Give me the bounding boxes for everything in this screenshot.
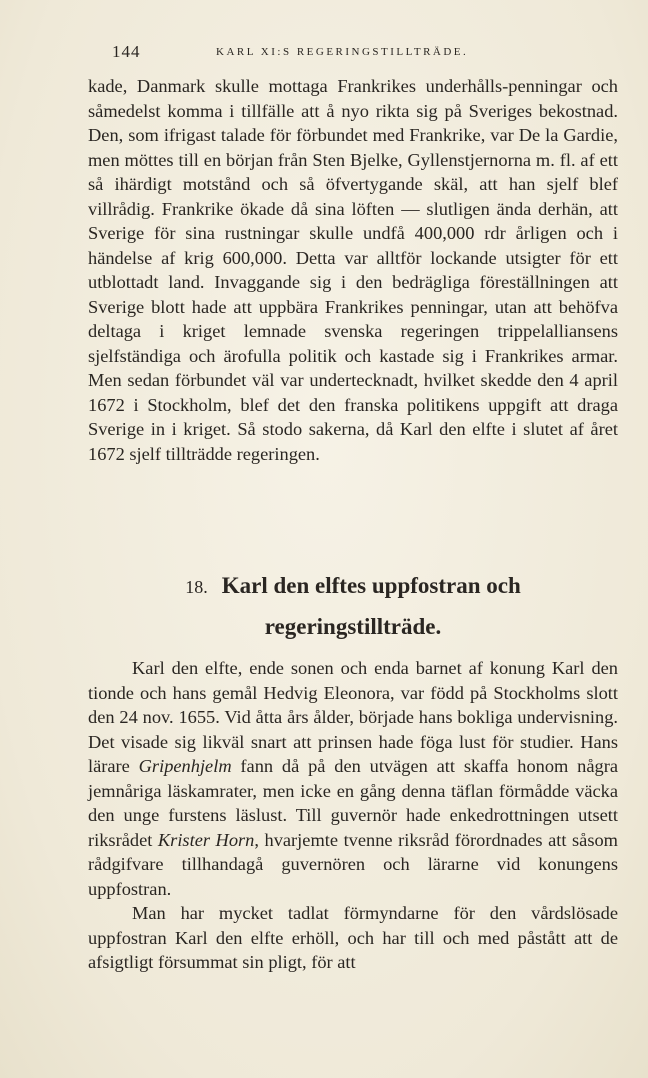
body-text-continuation <box>88 74 618 466</box>
page-header <box>112 42 552 64</box>
paragraph <box>88 656 618 901</box>
page-number: 144 <box>112 42 141 61</box>
text-run: fann då på den utvägen att skaffa honom några jemnåriga läskamrater, men icke en gång denna täflan förmådde väcka den unge furstens läslust. Till guvernör hade enkedrottningen utsett riksrådet <box>88 756 618 850</box>
paragraph: Man har mycket tadlat förmyndarne för den vårdslösade uppfostran Karl den elfte erhöll, och har till och med påstått att de afsigtligt försummat sin pligt, för att <box>88 903 618 972</box>
person-name-krister-horn: Krister Horn <box>157 829 255 850</box>
section-number: 18. <box>185 577 208 597</box>
section-title-part-1: Karl den elftes uppfostran och <box>221 573 521 598</box>
section-heading-line-1 <box>88 566 618 607</box>
person-name-gripenhjelm: Gripenhjelm <box>138 756 232 776</box>
section-body-text <box>88 656 618 975</box>
text-run: Karl den elfte, ende sonen och enda barnet af konung Karl den tionde och hans gemål Hedvig Eleonora, var född på Stockholms slott den 24 nov. 1655. Vid åtta års ålder, började hans bokliga undervisning. Det visade sig likväl snart att prinsen hade föga lust för studier. Hans lärare <box>88 658 618 776</box>
section-title-part-2: regeringstillträde. <box>264 614 442 639</box>
text-run: , hvarjemte tvenne riksråd förordnades att såsom rådgifvare tillhandagå guvernören och lärarne vid konungens uppfostran. <box>88 829 618 899</box>
section-heading <box>88 566 618 647</box>
running-head: KARL XI:S REGERINGSTILLTRÄDE. <box>216 46 469 58</box>
paragraph: kade, Danmark skulle mottaga Frankrikes underhålls-penningar och såmedelst komma i tillfälle att å nyo rikta sig på Sveriges bekostnad. Den, som ifrigast talade för förbundet med Frankrike, var De la Gardie, men möttes till en början från Sten Bjelke, Gyllenstjernorna m. fl. af ett så ihärdigt motstånd och så öfvertygande skäl, att han sjelf blef villrådig. Frankrike ökade då sina löften — slutligen ända derhän, att Sverige för sina rustningar skulle undfå 400,000 rdr årligen och i händelse af krig 600,000. Detta var alltför lockande utsigter för ett utblottadt land. Invaggande sig i den bedrägliga föreställningen att Sverige blott hade att uppbära Frankrikes penningar, utan att behöfva deltaga i kriget lemnade svenska regeringen trippelalliansens sjelfständiga och ärofulla politik och kastade sig i Frankrikes armar. Men sedan förbundet väl var undertecknadt, hvilket skedde den 4 april 1672 i Stockholm, blef det den franska politikens uppgift att draga Sverige in i kriget. Så stodo sakerna, då Karl den elfte i slutet af året 1672 sjelf tillträdde regeringen. <box>88 76 618 464</box>
